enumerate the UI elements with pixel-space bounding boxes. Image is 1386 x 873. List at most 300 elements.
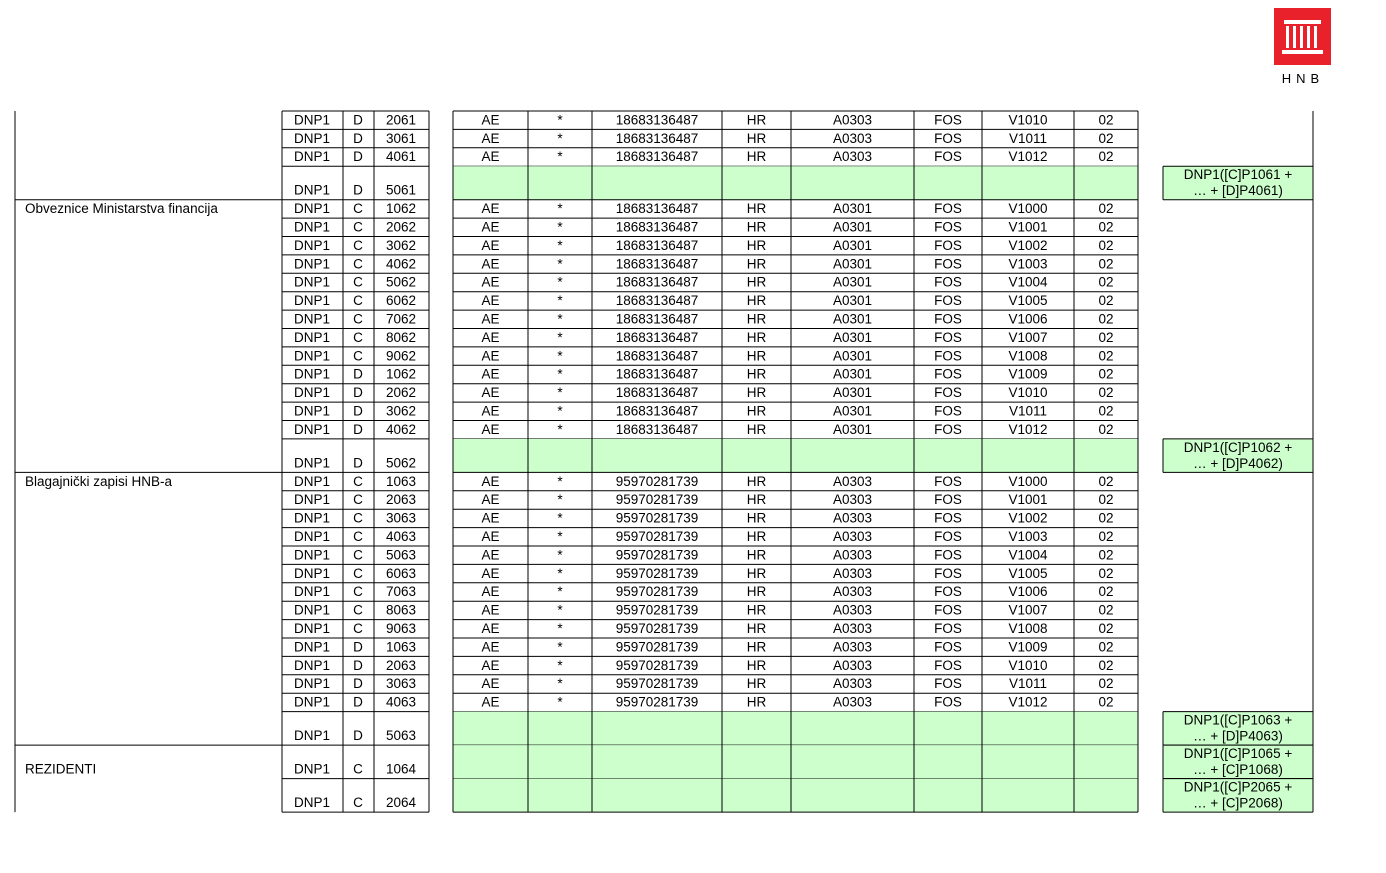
table-row — [294, 293, 1114, 308]
data-cell: * — [557, 366, 563, 382]
code-cell: 2061 — [385, 112, 417, 128]
data-cell: HR — [746, 529, 767, 544]
data-cell: 95970281739 — [615, 492, 699, 508]
code-cell: DNP1 — [293, 510, 331, 526]
code-cell: C — [353, 473, 363, 489]
table-row — [294, 439, 1313, 473]
code-cell: 4062 — [385, 256, 417, 272]
data-cell: V1006 — [1008, 584, 1048, 600]
code-cell: C — [353, 274, 363, 290]
code-cell: 6063 — [385, 565, 417, 581]
data-cell: HR — [746, 256, 767, 272]
code-cell: DNP1 — [293, 584, 331, 600]
data-cell: 02 — [1098, 676, 1114, 692]
data-cell: HR — [746, 565, 767, 581]
green-cell — [791, 745, 914, 779]
green-cell — [1074, 779, 1138, 813]
code-cell: DNP1 — [293, 547, 331, 563]
code-cell: DNP1 — [293, 621, 331, 636]
formula-text: DNP1([C]P2065 + — [1183, 779, 1293, 795]
data-cell: * — [557, 201, 563, 217]
formula-text: … + [D]P4061) — [1193, 183, 1283, 199]
table-row — [294, 166, 1313, 200]
data-cell: FOS — [934, 348, 962, 364]
data-cell: V1000 — [1008, 201, 1048, 217]
data-cell: FOS — [934, 510, 962, 526]
data-cell: 02 — [1098, 565, 1114, 581]
data-cell: A0303 — [832, 510, 873, 526]
green-cell — [453, 439, 528, 473]
code-cell: 3063 — [385, 510, 417, 526]
code-cell: D — [353, 403, 363, 419]
data-cell: AE — [481, 510, 500, 526]
data-cell: V1007 — [1008, 329, 1048, 345]
data-cell: FOS — [934, 621, 962, 636]
data-cell: AE — [481, 112, 500, 128]
data-cell: 18683136487 — [615, 130, 699, 146]
code-cell: D — [353, 639, 363, 655]
data-cell: 02 — [1098, 529, 1114, 544]
code-cell: 1062 — [385, 201, 417, 217]
table-row — [294, 779, 1313, 813]
data-cell: 02 — [1098, 602, 1114, 618]
data-cell: HR — [746, 602, 767, 618]
data-cell: * — [557, 473, 563, 489]
data-cell: AE — [481, 366, 500, 382]
data-cell: AE — [481, 473, 500, 489]
data-cell: AE — [481, 694, 500, 710]
code-cell: 8063 — [385, 602, 417, 618]
data-cell: AE — [481, 219, 500, 235]
code-cell: DNP1 — [293, 149, 331, 165]
table-row — [294, 712, 1313, 746]
data-cell: FOS — [934, 311, 962, 327]
code-cell: DNP1 — [293, 529, 331, 544]
data-cell: 02 — [1098, 385, 1114, 401]
data-cell: * — [557, 256, 563, 272]
code-cell: 1062 — [385, 366, 417, 382]
data-cell: V1009 — [1008, 366, 1048, 382]
code-cell: 9063 — [385, 621, 417, 636]
data-cell: HR — [746, 639, 767, 655]
table-row — [294, 348, 1114, 363]
data-cell: AE — [481, 149, 500, 165]
green-cell — [791, 712, 914, 746]
data-cell: V1011 — [1008, 130, 1048, 146]
green-cell — [592, 712, 722, 746]
data-cell: FOS — [934, 256, 962, 272]
code-cell: D — [353, 182, 363, 198]
code-cell: C — [353, 311, 363, 327]
code-cell: DNP1 — [293, 694, 331, 710]
code-cell: D — [353, 130, 363, 146]
data-cell: AE — [481, 130, 500, 146]
data-cell: * — [557, 237, 563, 253]
data-cell: 02 — [1098, 149, 1114, 165]
data-cell: A0303 — [832, 492, 873, 508]
code-cell: DNP1 — [293, 565, 331, 581]
data-cell: V1010 — [1008, 112, 1048, 128]
data-cell: * — [557, 565, 563, 581]
formula-text: … + [D]P4063) — [1193, 728, 1283, 744]
data-cell: V1004 — [1008, 547, 1048, 563]
code-cell: C — [353, 795, 363, 811]
data-cell: HR — [746, 293, 767, 309]
data-cell: V1010 — [1008, 657, 1048, 673]
table-row — [294, 566, 1114, 581]
data-cell: 95970281739 — [615, 694, 699, 710]
green-cell — [722, 166, 791, 200]
table-row — [294, 367, 1114, 382]
code-cell: DNP1 — [293, 728, 331, 744]
data-cell: * — [557, 421, 563, 437]
code-cell: 8062 — [385, 329, 417, 345]
code-cell: D — [353, 455, 363, 471]
green-cell — [1074, 439, 1138, 473]
code-cell: DNP1 — [293, 366, 331, 382]
code-cell: D — [353, 421, 363, 437]
code-cell: 7063 — [385, 584, 417, 600]
data-cell: 02 — [1098, 473, 1114, 489]
data-cell: HR — [746, 473, 767, 489]
data-cell: 02 — [1098, 311, 1114, 327]
green-cell — [592, 779, 722, 813]
code-cell: DNP1 — [293, 455, 331, 471]
data-cell: A0303 — [832, 547, 873, 563]
data-cell: AE — [481, 602, 500, 618]
table-row — [294, 584, 1114, 599]
data-cell: A0301 — [832, 403, 873, 419]
data-cell: HR — [746, 130, 767, 146]
green-cell — [914, 712, 982, 746]
code-cell: C — [353, 256, 363, 272]
data-cell: FOS — [934, 403, 962, 419]
data-cell: * — [557, 492, 563, 508]
data-cell: FOS — [934, 492, 962, 508]
code-cell: C — [353, 492, 363, 508]
code-cell: C — [353, 547, 363, 563]
code-cell: C — [353, 761, 363, 777]
data-cell: 02 — [1098, 510, 1114, 526]
data-cell: AE — [481, 547, 500, 563]
data-cell: FOS — [934, 366, 962, 382]
code-cell: 3063 — [385, 676, 417, 692]
table-row — [294, 492, 1114, 507]
table-row — [294, 256, 1114, 271]
logo-text: HNB — [1281, 71, 1325, 86]
code-cell: 5062 — [385, 455, 417, 471]
code-cell: D — [353, 657, 363, 673]
code-cell: D — [353, 112, 363, 128]
green-cell — [982, 779, 1074, 813]
table-row — [294, 220, 1114, 235]
data-cell: 02 — [1098, 348, 1114, 364]
code-cell: DNP1 — [293, 639, 331, 655]
table-row — [25, 745, 1313, 779]
data-cell: AE — [481, 492, 500, 508]
data-cell: AE — [481, 584, 500, 600]
code-cell: 3061 — [385, 130, 417, 146]
formula-text: … + [C]P2068) — [1193, 795, 1283, 811]
data-cell: V1004 — [1008, 274, 1048, 290]
data-cell: V1011 — [1008, 676, 1048, 692]
data-cell: A0303 — [832, 112, 873, 128]
data-cell: A0301 — [832, 385, 873, 401]
code-cell: 5063 — [385, 728, 417, 744]
green-cell — [1074, 745, 1138, 779]
data-cell: FOS — [934, 565, 962, 581]
code-cell: C — [353, 329, 363, 345]
data-cell: V1005 — [1008, 565, 1048, 581]
code-cell: DNP1 — [293, 237, 331, 253]
data-cell: 95970281739 — [615, 565, 699, 581]
data-cell: FOS — [934, 201, 962, 217]
data-cell: * — [557, 274, 563, 290]
code-cell: 2063 — [385, 492, 417, 508]
code-cell: DNP1 — [293, 293, 331, 309]
data-cell: V1005 — [1008, 293, 1048, 309]
data-cell: FOS — [934, 149, 962, 165]
code-cell: 7062 — [385, 311, 417, 327]
data-cell: 02 — [1098, 492, 1114, 508]
data-cell: * — [557, 293, 563, 309]
data-cell: V1003 — [1008, 529, 1048, 544]
data-cell: HR — [746, 621, 767, 636]
data-cell: A0303 — [832, 130, 873, 146]
data-cell: * — [557, 348, 563, 364]
data-cell: FOS — [934, 602, 962, 618]
data-cell: FOS — [934, 473, 962, 489]
data-cell: 18683136487 — [615, 201, 699, 217]
data-cell: * — [557, 547, 563, 563]
row-label: Obveznice Ministarstva financija — [25, 201, 218, 217]
data-cell: V1006 — [1008, 311, 1048, 327]
code-cell: DNP1 — [293, 201, 331, 217]
code-cell: D — [353, 366, 363, 382]
data-cell: FOS — [934, 237, 962, 253]
table-row — [294, 511, 1114, 526]
data-cell: AE — [481, 676, 500, 692]
data-cell: AE — [481, 237, 500, 253]
data-cell: HR — [746, 584, 767, 600]
data-cell: * — [557, 329, 563, 345]
table-row — [294, 529, 1114, 544]
data-cell: HR — [746, 329, 767, 345]
data-cell: A0303 — [832, 565, 873, 581]
data-cell: FOS — [934, 130, 962, 146]
data-cell: 02 — [1098, 293, 1114, 309]
data-cell: AE — [481, 329, 500, 345]
data-cell: 18683136487 — [615, 237, 699, 253]
table-row — [294, 112, 1114, 127]
code-cell: 1064 — [385, 761, 417, 777]
data-cell: HR — [746, 657, 767, 673]
data-cell: V1012 — [1008, 694, 1048, 710]
data-cell: A0303 — [832, 639, 873, 655]
data-cell: HR — [746, 348, 767, 364]
code-cell: 4062 — [385, 421, 417, 437]
data-cell: AE — [481, 274, 500, 290]
data-cell: 95970281739 — [615, 639, 699, 655]
formula-text: DNP1([C]P1063 + — [1183, 712, 1293, 728]
code-cell: 2064 — [385, 795, 417, 811]
green-cell — [453, 712, 528, 746]
data-cell: A0301 — [832, 293, 873, 309]
code-cell: 2062 — [385, 219, 417, 235]
data-cell: 95970281739 — [615, 547, 699, 563]
data-cell: A0303 — [832, 473, 873, 489]
code-cell: 4061 — [385, 149, 417, 165]
data-cell: 18683136487 — [615, 311, 699, 327]
data-cell: * — [557, 676, 563, 692]
data-cell: A0301 — [832, 421, 873, 437]
green-cell — [528, 439, 592, 473]
data-cell: HR — [746, 676, 767, 692]
data-cell: HR — [746, 694, 767, 710]
code-cell: DNP1 — [293, 182, 331, 198]
table-row — [294, 238, 1114, 253]
table-row — [294, 621, 1114, 636]
data-cell: 95970281739 — [615, 584, 699, 600]
data-cell: AE — [481, 385, 500, 401]
code-cell: DNP1 — [293, 329, 331, 345]
green-cell — [528, 712, 592, 746]
data-cell: * — [557, 694, 563, 710]
green-cell — [592, 166, 722, 200]
data-cell: V1003 — [1008, 256, 1048, 272]
code-cell: C — [353, 510, 363, 526]
code-cell: D — [353, 676, 363, 692]
data-cell: * — [557, 385, 563, 401]
data-cell: A0301 — [832, 274, 873, 290]
data-cell: FOS — [934, 584, 962, 600]
data-cell: 95970281739 — [615, 473, 699, 489]
data-cell: V1002 — [1008, 510, 1048, 526]
data-cell: * — [557, 639, 563, 655]
data-cell: A0303 — [832, 621, 873, 636]
formula-text: DNP1([C]P1061 + — [1183, 167, 1293, 183]
code-cell: C — [353, 237, 363, 253]
data-cell: 02 — [1098, 657, 1114, 673]
code-cell: C — [353, 529, 363, 544]
data-cell: * — [557, 657, 563, 673]
data-cell: 18683136487 — [615, 385, 699, 401]
code-cell: C — [353, 565, 363, 581]
data-cell: * — [557, 403, 563, 419]
data-cell: HR — [746, 385, 767, 401]
code-cell: DNP1 — [293, 421, 331, 437]
table-row — [25, 201, 1114, 216]
data-cell: V1009 — [1008, 639, 1048, 655]
data-cell: 02 — [1098, 201, 1114, 217]
code-cell: 4063 — [385, 694, 417, 710]
data-cell: * — [557, 602, 563, 618]
code-cell: DNP1 — [293, 219, 331, 235]
code-cell: DNP1 — [293, 473, 331, 489]
data-cell: 02 — [1098, 329, 1114, 345]
table-row — [294, 312, 1114, 327]
data-cell: FOS — [934, 694, 962, 710]
code-cell: 1063 — [385, 639, 417, 655]
code-cell: 5061 — [385, 182, 417, 198]
data-cell: 02 — [1098, 274, 1114, 290]
table-row — [294, 639, 1114, 654]
data-cell: V1000 — [1008, 473, 1048, 489]
data-cell: HR — [746, 492, 767, 508]
data-cell: A0301 — [832, 237, 873, 253]
table-row — [294, 404, 1114, 419]
green-cell — [982, 439, 1074, 473]
data-cell: 02 — [1098, 219, 1114, 235]
green-cell — [982, 745, 1074, 779]
data-cell: 02 — [1098, 621, 1114, 636]
data-cell: FOS — [934, 529, 962, 544]
data-cell: HR — [746, 311, 767, 327]
table-row — [294, 149, 1114, 164]
data-cell: AE — [481, 639, 500, 655]
data-cell: A0303 — [832, 657, 873, 673]
table-row — [294, 547, 1114, 562]
data-cell: V1007 — [1008, 602, 1048, 618]
data-cell: 02 — [1098, 584, 1114, 600]
code-cell: DNP1 — [293, 403, 331, 419]
data-cell: AE — [481, 293, 500, 309]
data-cell: FOS — [934, 329, 962, 345]
data-cell: * — [557, 112, 563, 128]
data-cell: 18683136487 — [615, 293, 699, 309]
data-cell: 02 — [1098, 130, 1114, 146]
code-cell: C — [353, 621, 363, 636]
code-cell: 2062 — [385, 385, 417, 401]
data-cell: * — [557, 130, 563, 146]
table-row — [294, 676, 1114, 691]
data-cell: FOS — [934, 219, 962, 235]
data-cell: A0301 — [832, 201, 873, 217]
data-cell: 02 — [1098, 256, 1114, 272]
data-cell: FOS — [934, 293, 962, 309]
table-row — [294, 658, 1114, 673]
code-cell: 5063 — [385, 547, 417, 563]
green-cell — [914, 745, 982, 779]
data-cell: HR — [746, 219, 767, 235]
data-cell: HR — [746, 547, 767, 563]
data-cell: * — [557, 311, 563, 327]
data-cell: V1012 — [1008, 149, 1048, 165]
green-cell — [592, 745, 722, 779]
data-cell: 95970281739 — [615, 529, 699, 544]
data-cell: HR — [746, 510, 767, 526]
table-row — [294, 385, 1114, 400]
data-cell: 18683136487 — [615, 348, 699, 364]
data-cell: 02 — [1098, 403, 1114, 419]
row-label: REZIDENTI — [25, 761, 97, 777]
code-cell: C — [353, 293, 363, 309]
data-cell: FOS — [934, 547, 962, 563]
data-cell: HR — [746, 149, 767, 165]
code-cell: D — [353, 149, 363, 165]
formula-text: … + [D]P4062) — [1193, 455, 1283, 471]
code-cell: DNP1 — [293, 112, 331, 128]
code-cell: DNP1 — [293, 274, 331, 290]
data-cell: 95970281739 — [615, 602, 699, 618]
data-cell: FOS — [934, 639, 962, 655]
formula-text: … + [C]P1068) — [1193, 762, 1283, 778]
data-cell: HR — [746, 237, 767, 253]
formula-text: DNP1([C]P1062 + — [1183, 439, 1293, 455]
green-cell — [982, 166, 1074, 200]
green-cell — [914, 166, 982, 200]
data-cell: HR — [746, 421, 767, 437]
